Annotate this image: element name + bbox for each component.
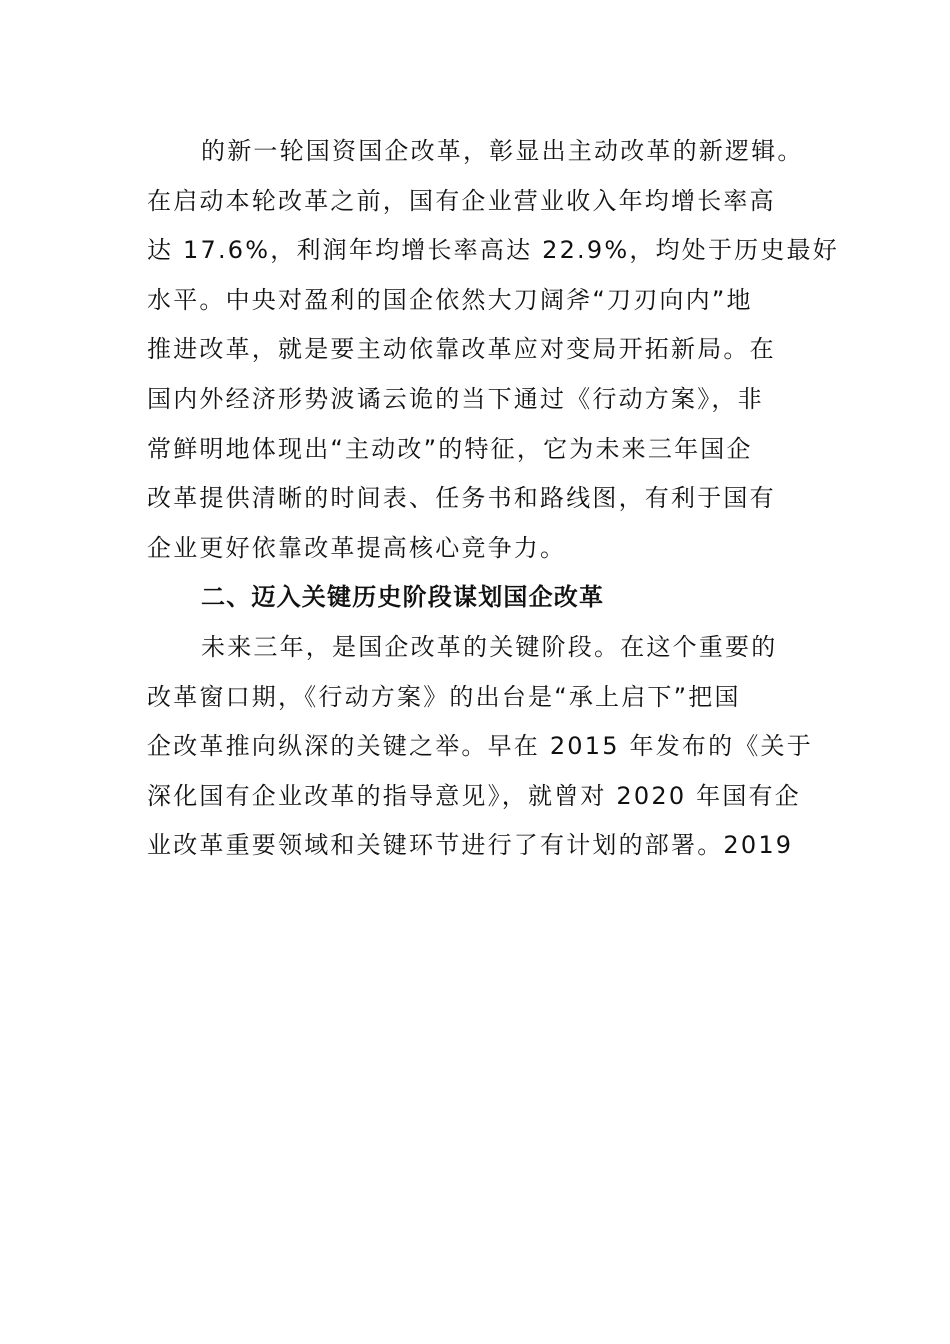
paragraph-line: 达 17.6%，利润年均增长率高达 22.9%，均处于历史最好 [147,236,839,265]
paragraph-line: 业改革重要领域和关键环节进行了有计划的部署。2019 [147,831,794,860]
paragraph-line: 改革提供清晰的时间表、任务书和路线图，有利于国有 [147,484,776,513]
paragraph-line: 常鲜明地体现出“主动改”的特征，它为未来三年国企 [147,434,753,463]
document-body [147,127,847,871]
paragraph-line: 国内外经济形势波谲云诡的当下通过《行动方案》，非 [147,384,764,413]
paragraph-line: 在启动本轮改革之前，国有企业营业收入年均增长率高 [147,186,776,215]
paragraph-line: 水平。中央对盈利的国企依然大刀阔斧“刀刃向内”地 [147,285,753,314]
paragraph-line: 未来三年，是国企改革的关键阶段。在这个重要的 [201,632,778,661]
paragraph-line: 企业更好依靠改革提高核心竞争力。 [147,533,567,562]
paragraph-line: 的新一轮国资国企改革，彰显出主动改革的新逻辑。 [201,137,804,165]
paragraph-line: 深化国有企业改革的指导意见》，就曾对 2020 年国有企 [147,781,801,810]
paragraph-line: 推进改革，就是要主动依靠改革应对变局开拓新局。在 [147,335,776,364]
paragraph-line: 改革窗口期，《行动方案》的出台是“承上启下”把国 [147,682,741,711]
paragraph-line: 企改革推向纵深的关键之举。早在 2015 年发布的《关于 [147,732,813,761]
section-heading: 二、迈入关键历史阶段谋划国企改革 [201,583,605,612]
